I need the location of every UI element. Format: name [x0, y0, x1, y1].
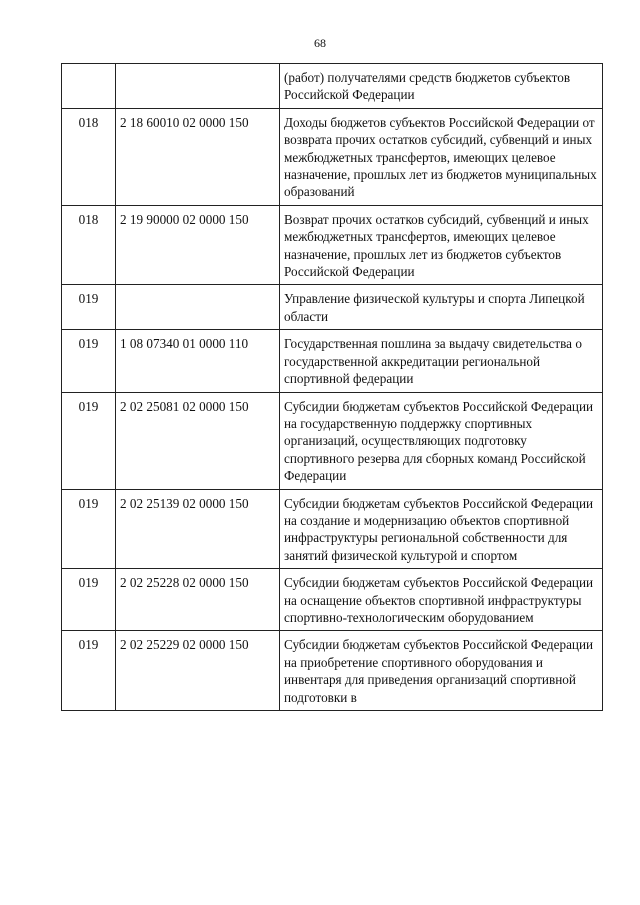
admin-code-cell: 019: [62, 631, 116, 711]
table-row: [62, 330, 603, 392]
budget-code-cell: 2 02 25229 02 0000 150: [116, 631, 280, 711]
budget-code-cell: 2 02 25139 02 0000 150: [116, 489, 280, 569]
description-cell: Государственная пошлина за выдачу свидетельства о государственной аккредитации региональной спортивной федерации: [280, 330, 603, 392]
admin-code-cell: 018: [62, 205, 116, 285]
budget-code-cell: [116, 64, 280, 109]
admin-code-cell: 019: [62, 285, 116, 330]
budget-code-cell: 2 18 60010 02 0000 150: [116, 108, 280, 205]
budget-code-cell: 1 08 07340 01 0000 110: [116, 330, 280, 392]
table-row: [62, 205, 603, 285]
description-cell: Субсидии бюджетам субъектов Российской Федерации на оснащение объектов спортивной инфраструктуры спортивно-технологическим оборудованием: [280, 569, 603, 631]
table-row: [62, 108, 603, 205]
description-cell: Субсидии бюджетам субъектов Российской Федерации на государственную поддержку спортивных организаций, осуществляющих подготовку спортивного резерва для сборных команд Российской Федерации: [280, 392, 603, 489]
admin-code-cell: 018: [62, 108, 116, 205]
admin-code-cell: 019: [62, 392, 116, 489]
table-row: [62, 392, 603, 489]
table-row: [62, 64, 603, 109]
budget-code-cell: 2 02 25228 02 0000 150: [116, 569, 280, 631]
description-cell: Доходы бюджетов субъектов Российской Федерации от возврата прочих остатков субсидий, субвенций и иных межбюджетных трансфертов, имеющих целевое назначение, прошлых лет из бюджетов муниципальных образований: [280, 108, 603, 205]
description-cell: Субсидии бюджетам субъектов Российской Федерации на создание и модернизацию объектов спортивной инфраструктуры региональной собственности для занятий физической культурой и спортом: [280, 489, 603, 569]
table-row: [62, 569, 603, 631]
admin-code-cell: 019: [62, 489, 116, 569]
table-row: [62, 631, 603, 711]
admin-code-cell: 019: [62, 330, 116, 392]
page-number: 68: [314, 36, 326, 50]
table-row: [62, 489, 603, 569]
description-cell: Возврат прочих остатков субсидий, субвенций и иных межбюджетных трансфертов, имеющих целевое назначение, прошлых лет из бюджетов субъектов Российской Федерации: [280, 205, 603, 285]
budget-codes-table: [61, 63, 603, 711]
description-cell: Управление физической культуры и спорта Липецкой области: [280, 285, 603, 330]
description-cell: Субсидии бюджетам субъектов Российской Федерации на приобретение спортивного оборудования и инвентаря для приведения организаций спортивной подготовки в: [280, 631, 603, 711]
budget-code-cell: 2 02 25081 02 0000 150: [116, 392, 280, 489]
admin-code-cell: 019: [62, 569, 116, 631]
description-cell: (работ) получателями средств бюджетов субъектов Российской Федерации: [280, 64, 603, 109]
budget-code-cell: [116, 285, 280, 330]
table-row: [62, 285, 603, 330]
admin-code-cell: [62, 64, 116, 109]
budget-code-cell: 2 19 90000 02 0000 150: [116, 205, 280, 285]
